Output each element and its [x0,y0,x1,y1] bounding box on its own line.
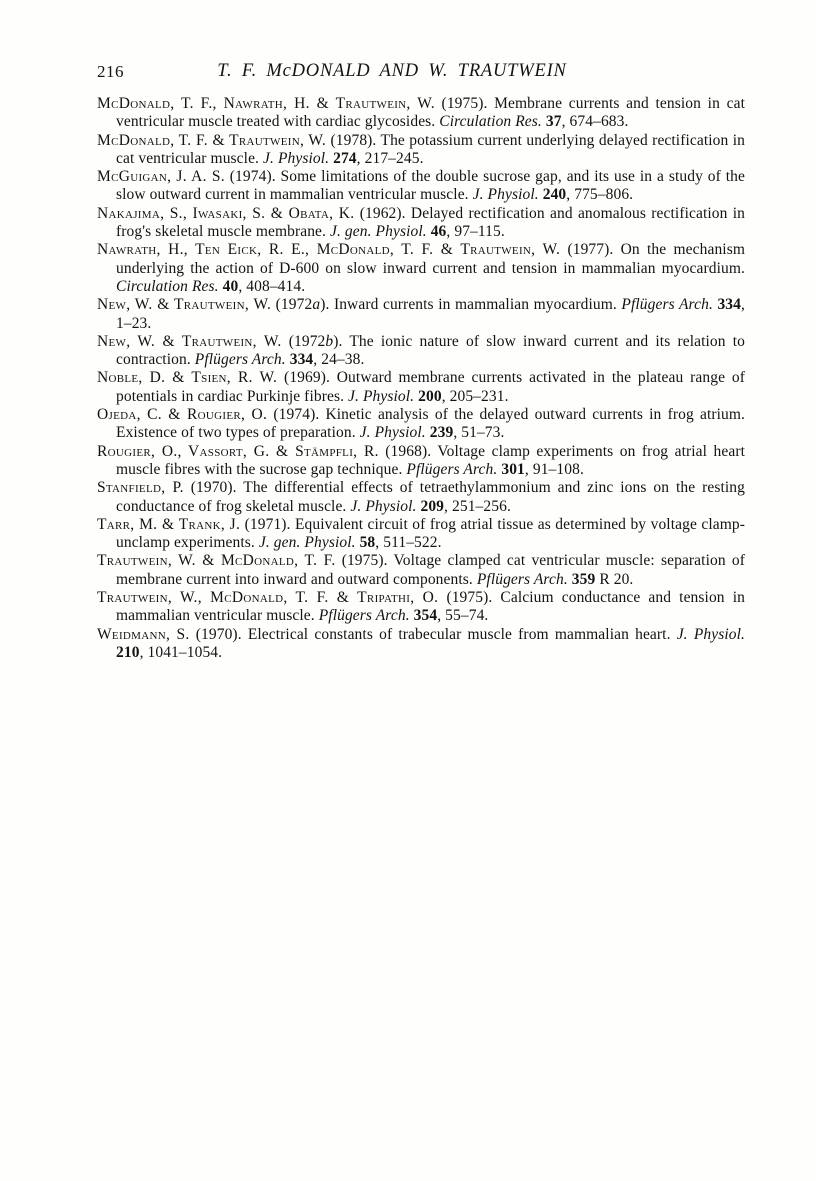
volume-number: 239 [429,424,454,442]
reference-text: (1970). Electrical constants of trabecular muscle from mammalian heart. [189,625,677,643]
reference-text: , 51–73. [453,424,505,442]
reference-authors: Trautwein, W., McDonald, T. F. & Tripathi, O. [97,589,439,607]
reference-entry [97,626,745,663]
reference-authors: Nakajima, S., Iwasaki, S. & Obata, K. [97,204,355,222]
reference-entry [97,132,745,169]
reference-authors: Stanfield, P. [97,479,184,497]
italic-text: J. Physiol. [350,497,417,515]
reference-entry [97,241,745,296]
italic-text: J. Physiol. [348,387,415,405]
reference-text: (1974). Kinetic analysis of the delayed outward currents in frog atrium. Existence of two types of preparation. [116,406,745,442]
reference-authors: Noble, D. & Tsien, R. W. [97,369,278,387]
volume-number: 354 [413,607,438,625]
reference-text: (1975). Membrane currents and tension in cat ventricular muscle treated with cardiac glycosides. [116,95,745,131]
reference-text: , 511–522. [375,534,442,552]
reference-entry [97,406,745,443]
italic-text: Pflügers Arch. [476,570,568,588]
reference-text: (1977). On the mechanism underlying the action of D-600 on slow inward current and tension in mammalian myocardium. [116,241,745,277]
reference-text: (1968). Voltage clamp experiments on frog atrial heart muscle fibres with the sucrose gap technique. [116,442,745,478]
italic-text: Pflügers Arch. [621,296,713,314]
italic-text: J. Physiol. [472,186,539,204]
references-list [97,95,745,662]
reference-authors: Ojeda, C. & Rougier, O. [97,406,268,424]
reference-authors: McGuigan, J. A. S. [97,168,225,186]
volume-number: 210 [116,643,140,661]
reference-entry [97,95,745,132]
volume-number: 359 [571,570,596,588]
reference-entry [97,552,745,589]
reference-authors: Rougier, O., Vassort, G. & Stämpfli, R. [97,442,379,460]
reference-authors: Nawrath, H., Ten Eick, R. E., McDonald, T. F. & Trautwein, W. [97,241,561,259]
italic-text: Pflügers Arch. [194,351,286,369]
volume-number: 40 [222,277,239,295]
reference-entry [97,443,745,480]
page-number: 216 [97,62,124,81]
page-header [97,62,743,86]
italic-text: Pflügers Arch. [318,607,410,625]
reference-entry [97,168,745,205]
reference-entry [97,589,745,626]
italic-text: J. gen. Physiol. [329,223,427,241]
reference-text: , 775–806. [566,186,634,204]
italic-text: Circulation Res. [116,277,219,295]
volume-number: 334 [717,296,742,314]
reference-text: , 408–414. [238,277,306,295]
reference-text: , 251–256. [444,497,511,515]
reference-text: (1972 [271,296,313,314]
reference-text: (1972 [281,332,326,350]
reference-entry [97,369,745,406]
reference-text: , 217–245. [356,149,424,167]
reference-text: , 1–23. [116,296,745,332]
reference-authors: Trautwein, W. & McDonald, T. F. [97,552,336,570]
reference-authors: New, W. & Trautwein, W. [97,332,282,350]
italic-text: Circulation Res. [439,113,542,131]
reference-authors: New, W. & Trautwein, W. [97,296,272,314]
reference-text: , 205–231. [441,387,509,405]
reference-authors: Weidmann, S. [97,625,190,643]
reference-text: (1962). Delayed rectification and anomalous rectification in frog's skeletal muscle membrane. [116,204,745,241]
volume-number: 58 [359,534,376,552]
italic-text: b [325,332,334,350]
reference-authors: McDonald, T. F. & Trautwein, W. [97,131,327,149]
reference-text: (1974). Some limitations of the double sucrose gap, and its use in a study of the slow outward current in mammalian ventricular muscle. [116,168,745,204]
volume-number: 240 [542,186,567,204]
italic-text: J. Physiol. [359,424,426,442]
reference-entry [97,333,745,370]
italic-text: J. gen. Physiol. [258,534,356,552]
reference-text: , 674–683. [561,113,629,131]
reference-text: , 97–115. [446,223,505,241]
reference-text: (1969). Outward membrane currents activated in the plateau range of potentials in cardiac Purkinje fibres. [116,369,745,405]
reference-authors: Tarr, M. & Trank, J. [97,515,241,533]
reference-text: (1975). Voltage clamped cat ventricular muscle: separation of membrane current into inward and outward components. [116,552,745,588]
volume-number: 37 [545,113,562,131]
reference-text: , 24–38. [313,351,365,369]
reference-text: ). Inward currents in mammalian myocardium. [320,296,622,314]
volume-number: 209 [420,497,445,515]
reference-entry [97,205,745,242]
reference-text: R 20. [595,570,634,588]
reference-text: , 91–108. [524,460,584,478]
reference-text: ). The ionic nature of slow inward current and its relation to contraction. [116,332,745,369]
volume-number: 200 [418,387,442,405]
reference-entry [97,296,745,333]
running-title: T. F. McDONALD AND W. TRAUTWEIN [217,61,567,81]
reference-text: , 55–74. [437,607,489,625]
volume-number: 46 [430,223,447,241]
volume-number: 334 [289,351,314,369]
reference-text: (1970). The differential effects of tetraethylammonium and zinc ions on the resting conductance of frog skeletal muscle. [116,479,745,515]
reference-text: (1971). Equivalent circuit of frog atrial tissue as determined by voltage clamp-unclamp experiments. [116,515,746,552]
volume-number: 301 [501,460,525,478]
italic-text: J. Physiol. [263,149,330,167]
reference-entry [97,479,745,516]
italic-text: a [312,296,321,314]
italic-text: J. Physiol. [676,625,745,643]
volume-number: 274 [333,149,357,167]
reference-text: (1978). The potassium current underlying delayed rectification in cat ventricular muscle. [116,131,745,167]
reference-entry [97,516,745,553]
italic-text: Pflügers Arch. [406,460,498,478]
reference-authors: McDonald, T. F., Nawrath, H. & Trautwein, W. [97,95,435,112]
reference-text: , 1041–1054. [139,643,223,661]
reference-text: (1975). Calcium conductance and tension in mammalian ventricular muscle. [116,589,745,625]
